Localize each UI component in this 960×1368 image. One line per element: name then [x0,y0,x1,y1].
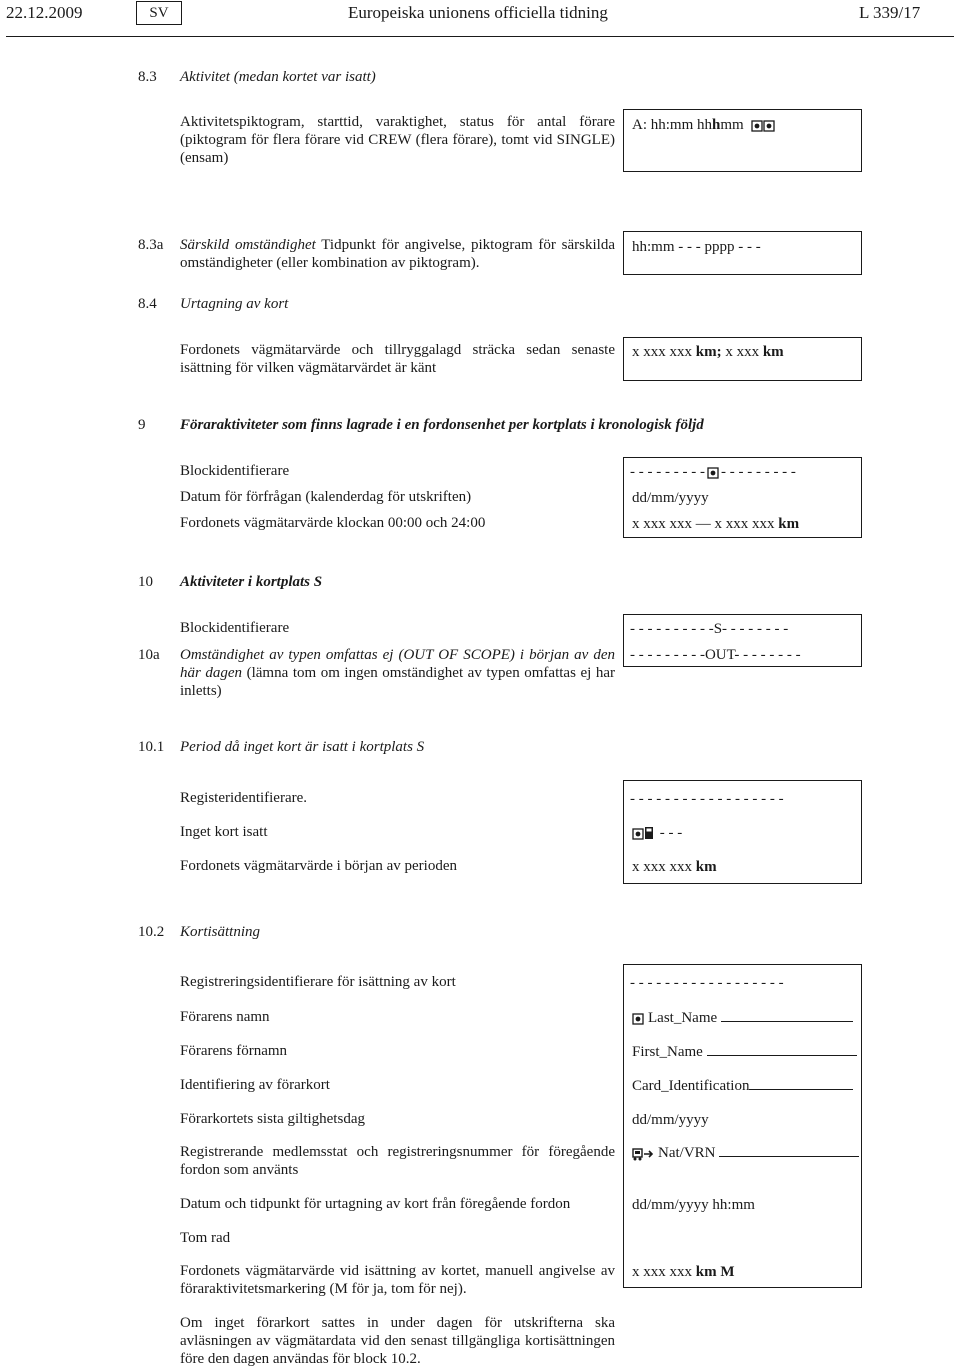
section-number: 10.2 [138,924,165,940]
publication-date: 22.12.2009 [6,3,83,22]
footnote: Om inget förarkort sattes in under dagen för utskrifterna ska avläsningen av vägmätardata vid den senast tillgängliga kortisättningen före den dagen användas för block 10.2. [180,1315,615,1367]
field-value: dd/mm/yyyy [632,1112,709,1128]
section-number: 10.1 [138,739,165,755]
section-title: Kortisättning [180,924,261,940]
field-description: Fordonets vägmätarvärde och tillryggalagd sträcka sedan senaste isättning för vilken vägmätarvärdet är känt [180,342,615,376]
field-label: Registeridentifierare. [180,790,308,806]
field-label: Förarens förnamn [180,1043,288,1059]
fill-line [721,1009,853,1022]
field-value: - - - - - - - - - - - - - - - - - - [630,975,784,991]
fill-line [749,1077,853,1090]
field-label: Tom rad [180,1230,231,1246]
field-label: Blockidentifierare [180,463,290,479]
section-title: Period då inget kort är isatt i kortplats S [180,739,425,755]
field-value: - - - - - - - - -OUT- - - - - - - - [630,647,801,663]
field-label: Registreringsidentifierare för isättning av kort [180,974,456,990]
card-slot-icon [632,827,656,841]
section-number: 8.4 [138,296,157,312]
field-value: x xxx xxx km; x xxx km [632,344,784,360]
section-title: Föraraktiviteter som finns lagrade i en fordonsenhet per kortplats i kronologisk följd [180,417,704,433]
page-header [0,0,960,26]
section-number: 10a [138,647,160,663]
field-value: - - - [632,824,682,842]
field-description: Aktivitetspiktogram, starttid, varaktighet, status för antal förare (piktogram för flera förare vid CREW (flera förare), tomt vid SINGLE) (ensam) [180,114,615,166]
fill-line [707,1043,857,1056]
field-label: Förarkortets sista giltighetsdag [180,1111,365,1127]
field-value: Last_Name [632,1009,853,1027]
field-description: Särskild omständighet Tidpunkt för angivelse, piktogram för särskilda omständigheter (eller kombination av piktogram). [180,237,616,271]
header-divider [6,36,954,37]
fill-line [719,1144,859,1157]
value-box [623,614,862,667]
field-value: dd/mm/yyyy hh:mm [632,1197,755,1213]
field-label: Fordonets vägmätarvärde vid isättning av kortet, manuell angivelse av föraraktivitetsmarkering (M för ja, tom för nej). [180,1263,615,1297]
section-title: Urtagning av kort [180,296,289,312]
field-value: First_Name [632,1043,857,1061]
field-description: Omständighet av typen omfattas ej (OUT OF SCOPE) i början av den här dagen (lämna tom om ingen omständighet av typen omfattas ej har inletts) [180,647,615,699]
vehicle-arrow-icon [632,1147,654,1161]
value-box [623,457,862,538]
field-label: Datum för förfrågan (kalenderdag för utskriften) [180,489,472,505]
field-label: Registrerande medlemsstat och registreringsnummer för föregående fordon som använts [180,1144,615,1178]
field-label: Fordonets vägmätarvärde i början av perioden [180,858,457,874]
value-box [623,109,862,172]
field-value: x xxx xxx — x xxx xxx km [632,516,800,532]
field-value: - - - - - - - - - - - - - - - - - - [630,791,784,807]
section-number: 9 [138,417,146,433]
value-box [623,337,862,381]
language-code: SV [136,1,182,25]
field-label: Fordonets vägmätarvärde klockan 00:00 och 24:00 [180,515,486,531]
field-value: x xxx xxx km M [632,1264,735,1280]
field-label: Datum och tidpunkt för urtagning av kort från föregående fordon [180,1196,571,1212]
field-label: Inget kort isatt [180,824,268,840]
field-label: Identifiering av förarkort [180,1077,330,1093]
section-number: 8.3a [138,237,164,253]
field-value: Card_Identification [632,1077,853,1095]
field-label: Blockidentifierare [180,620,290,636]
value-box [623,964,862,1288]
value-box [623,780,862,884]
card-icon [632,1013,644,1025]
journal-title: Europeiska unionens officiella tidning [348,3,608,22]
value-box [623,231,862,275]
section-title: Aktivitet (medan kortet var isatt) [180,69,376,85]
field-value: dd/mm/yyyy [632,490,709,506]
block-identifier-value: - - - - - - - - - - - - - - - - - - [630,464,796,480]
field-label: Förarens namn [180,1009,270,1025]
field-value: hh:mm - - - pppp - - - [632,239,761,255]
field-value: - - - - - - - - - -S- - - - - - - - [630,621,789,637]
field-value: x xxx xxx km [632,859,717,875]
field-value: A: hh:mm hhhmm [632,116,775,134]
section-title: Aktiviteter i kortplats S [180,574,323,590]
card-icon [707,467,719,479]
section-number: 8.3 [138,69,157,85]
page-reference: L 339/17 [859,3,921,22]
field-value: Nat/VRN [632,1144,859,1162]
section-number: 10 [138,574,153,590]
crew-icon [751,120,775,132]
